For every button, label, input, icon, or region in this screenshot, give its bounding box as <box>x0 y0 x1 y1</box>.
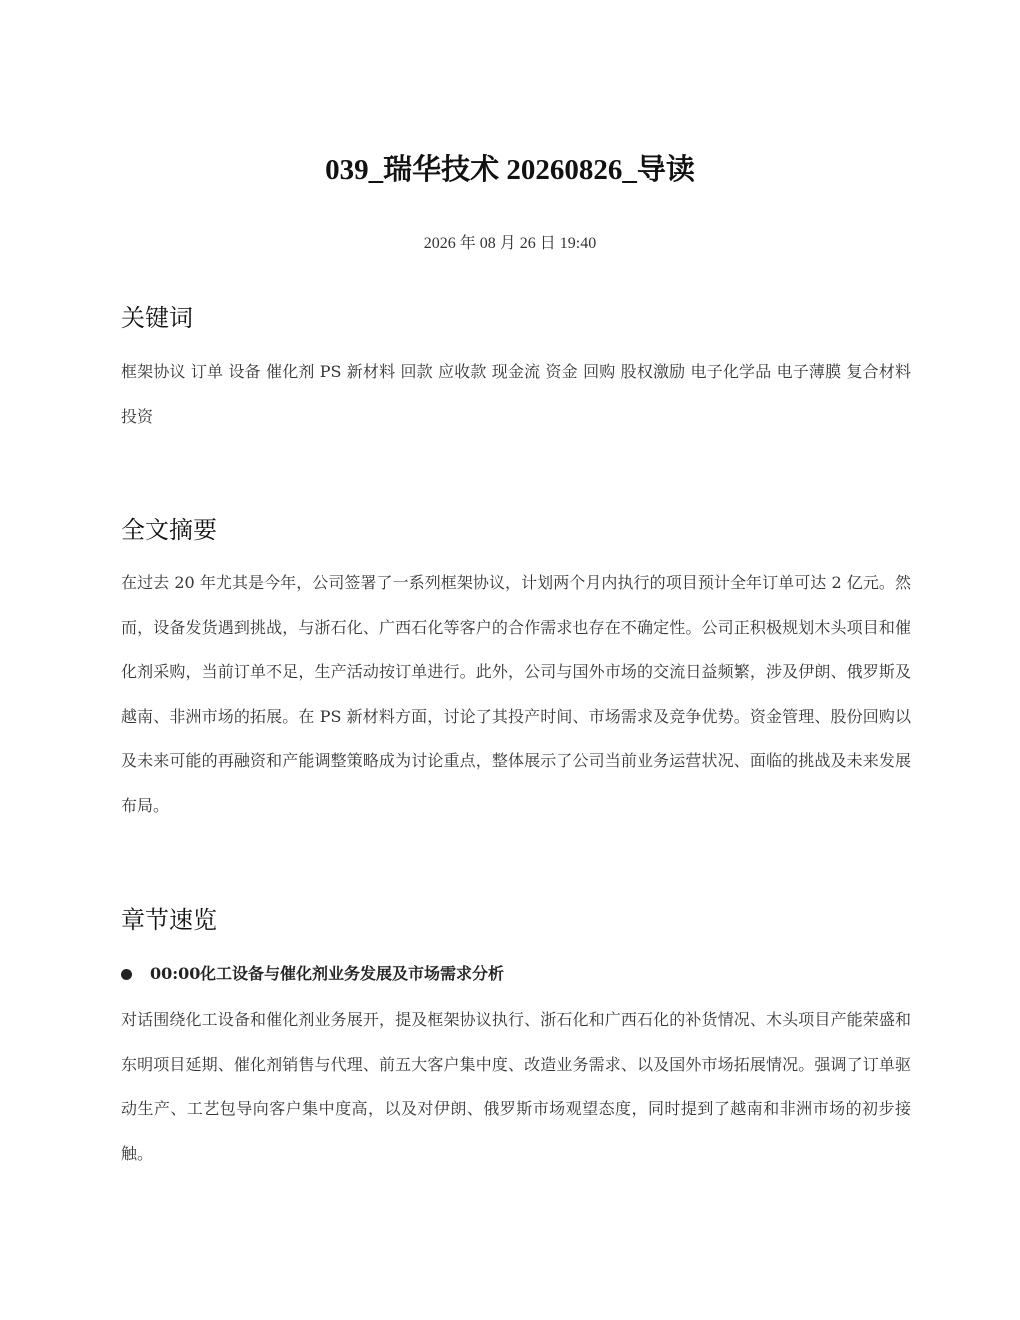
document-date: 2026 年 08 月 26 日 19:40 <box>423 235 597 252</box>
bullet-icon <box>121 969 132 980</box>
keywords-text: 框架协议 订单 设备 催化剂 PS 新材料 回款 应收款 现金流 资金 回购 股权激励 电子化学品 电子薄膜 复合材料 投资 <box>121 362 911 426</box>
chapter-text: 对话围绕化工设备和催化剂业务展开，提及框架协议执行、浙石化和广西石化的补货情况、木头项目产能荣盛和东明项目延期、催化剂销售与代理、前五大客户集中度、改造业务需求、以及国外市场拓展情况。强调了订单驱动生产、工艺包导向客户集中度高，以及对伊朗、俄罗斯市场观望态度，同时提到了越南和非洲市场的初步接触。 <box>121 1010 911 1163</box>
chapter-title: 化工设备与催化剂业务发展及市场需求分析 <box>200 964 505 983</box>
chapters-heading: 章节速览 <box>121 906 217 934</box>
summary-text: 在过去 20 年尤其是今年，公司签署了一系列框架协议，计划两个月内执行的项目预计全年订单可达 2 亿元。然而，设备发货遇到挑战，与浙石化、广西石化等客户的合作需求也存在不确定性。公司正积极规划木头项目和催化剂采购，当前订单不足，生产活动按订单进行。此外，公司与国外市场的交流日益频繁，涉及伊朗、俄罗斯及越南、非洲市场的拓展。在 PS 新材料方面，讨论了其投产时间、市场需求及竞争优势。资金管理、股份回购以及未来可能的再融资和产能调整策略成为讨论重点，整体展示了公司当前业务运营状况、面临的挑战及未来发展布局。 <box>121 573 911 815</box>
keywords-heading: 关键词 <box>121 304 193 332</box>
document-title: 039_瑞华技术 20260826_导读 <box>325 154 695 186</box>
chapter-timestamp: 00:00 <box>150 964 201 983</box>
chapter-item <box>121 960 911 988</box>
summary-heading: 全文摘要 <box>121 516 217 544</box>
